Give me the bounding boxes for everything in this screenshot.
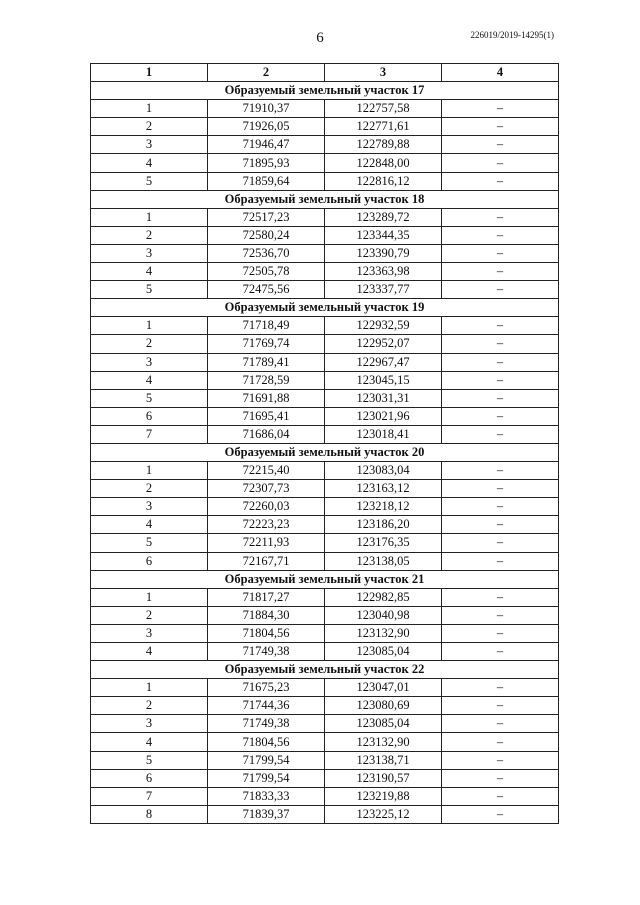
table-row — [91, 805, 559, 823]
dash-cell: – — [442, 100, 559, 118]
dash-cell: – — [442, 534, 559, 552]
table-row — [91, 317, 559, 335]
point-number-cell: 4 — [91, 154, 208, 172]
table-row — [91, 462, 559, 480]
table-row — [91, 769, 559, 787]
dash-cell: – — [442, 353, 559, 371]
y-coordinate-cell: 123289,72 — [325, 208, 442, 226]
dash-cell: – — [442, 588, 559, 606]
x-coordinate-cell: 71744,36 — [208, 697, 325, 715]
dash-cell: – — [442, 643, 559, 661]
y-coordinate-cell: 123337,77 — [325, 281, 442, 299]
x-coordinate-cell: 72580,24 — [208, 226, 325, 244]
dash-cell: – — [442, 118, 559, 136]
x-coordinate-cell: 72517,23 — [208, 208, 325, 226]
table-row — [91, 154, 559, 172]
section-title: Образуемый земельный участок 22 — [91, 661, 559, 679]
x-coordinate-cell: 72260,03 — [208, 498, 325, 516]
table-row — [91, 407, 559, 425]
x-coordinate-cell: 72211,93 — [208, 534, 325, 552]
x-coordinate-cell: 72475,56 — [208, 281, 325, 299]
dash-cell: – — [442, 715, 559, 733]
dash-cell: – — [442, 697, 559, 715]
x-coordinate-cell: 71804,56 — [208, 624, 325, 642]
y-coordinate-cell: 123085,04 — [325, 715, 442, 733]
point-number-cell: 5 — [91, 281, 208, 299]
x-coordinate-cell: 71686,04 — [208, 425, 325, 443]
x-coordinate-cell: 71749,38 — [208, 643, 325, 661]
point-number-cell: 6 — [91, 407, 208, 425]
section-title: Образуемый земельный участок 17 — [91, 82, 559, 100]
section-header-row — [91, 661, 559, 679]
point-number-cell: 2 — [91, 697, 208, 715]
table-row — [91, 118, 559, 136]
point-number-cell: 2 — [91, 118, 208, 136]
dash-cell: – — [442, 136, 559, 154]
section-header-row — [91, 299, 559, 317]
dash-cell: – — [442, 389, 559, 407]
x-coordinate-cell: 71728,59 — [208, 371, 325, 389]
point-number-cell: 3 — [91, 715, 208, 733]
table-row — [91, 335, 559, 353]
x-coordinate-cell: 72223,23 — [208, 516, 325, 534]
dash-cell: – — [442, 371, 559, 389]
point-number-cell: 1 — [91, 462, 208, 480]
y-coordinate-cell: 122789,88 — [325, 136, 442, 154]
table-row — [91, 498, 559, 516]
point-number-cell: 1 — [91, 317, 208, 335]
point-number-cell: 6 — [91, 769, 208, 787]
dash-cell: – — [442, 208, 559, 226]
x-coordinate-cell: 72536,70 — [208, 244, 325, 262]
table-row — [91, 353, 559, 371]
dash-cell: – — [442, 679, 559, 697]
x-coordinate-cell: 71789,41 — [208, 353, 325, 371]
dash-cell: – — [442, 154, 559, 172]
table-row — [91, 244, 559, 262]
x-coordinate-cell: 71799,54 — [208, 769, 325, 787]
table-row — [91, 389, 559, 407]
section-title: Образуемый земельный участок 18 — [91, 190, 559, 208]
point-number-cell: 7 — [91, 787, 208, 805]
table-row — [91, 552, 559, 570]
point-number-cell: 5 — [91, 751, 208, 769]
column-header-1: 1 — [91, 64, 208, 82]
table-row — [91, 787, 559, 805]
table-row — [91, 226, 559, 244]
section-header-row — [91, 443, 559, 461]
table-row — [91, 751, 559, 769]
point-number-cell: 1 — [91, 588, 208, 606]
dash-cell: – — [442, 805, 559, 823]
point-number-cell: 3 — [91, 244, 208, 262]
table-row — [91, 588, 559, 606]
dash-cell: – — [442, 172, 559, 190]
x-coordinate-cell: 71675,23 — [208, 679, 325, 697]
x-coordinate-cell: 71804,56 — [208, 733, 325, 751]
y-coordinate-cell: 123047,01 — [325, 679, 442, 697]
point-number-cell: 5 — [91, 389, 208, 407]
table-row — [91, 172, 559, 190]
section-title: Образуемый земельный участок 19 — [91, 299, 559, 317]
y-coordinate-cell: 123040,98 — [325, 606, 442, 624]
x-coordinate-cell: 72215,40 — [208, 462, 325, 480]
table-row — [91, 136, 559, 154]
x-coordinate-cell: 72307,73 — [208, 480, 325, 498]
table-row — [91, 100, 559, 118]
table-row — [91, 263, 559, 281]
point-number-cell: 4 — [91, 263, 208, 281]
y-coordinate-cell: 123018,41 — [325, 425, 442, 443]
point-number-cell: 8 — [91, 805, 208, 823]
x-coordinate-cell: 71799,54 — [208, 751, 325, 769]
y-coordinate-cell: 123225,12 — [325, 805, 442, 823]
table-row — [91, 281, 559, 299]
point-number-cell: 1 — [91, 100, 208, 118]
section-header-row — [91, 82, 559, 100]
y-coordinate-cell: 123390,79 — [325, 244, 442, 262]
table-row — [91, 679, 559, 697]
x-coordinate-cell: 71859,64 — [208, 172, 325, 190]
y-coordinate-cell: 123132,90 — [325, 733, 442, 751]
dash-cell: – — [442, 498, 559, 516]
x-coordinate-cell: 71839,37 — [208, 805, 325, 823]
y-coordinate-cell: 122982,85 — [325, 588, 442, 606]
table-row — [91, 208, 559, 226]
x-coordinate-cell: 72505,78 — [208, 263, 325, 281]
x-coordinate-cell: 71895,93 — [208, 154, 325, 172]
y-coordinate-cell: 123080,69 — [325, 697, 442, 715]
table-header-row — [91, 64, 559, 82]
x-coordinate-cell: 71817,27 — [208, 588, 325, 606]
y-coordinate-cell: 122932,59 — [325, 317, 442, 335]
y-coordinate-cell: 123045,15 — [325, 371, 442, 389]
table-row — [91, 715, 559, 733]
table-row — [91, 697, 559, 715]
section-title: Образуемый земельный участок 20 — [91, 443, 559, 461]
point-number-cell: 3 — [91, 498, 208, 516]
column-header-2: 2 — [208, 64, 325, 82]
point-number-cell: 7 — [91, 425, 208, 443]
y-coordinate-cell: 122952,07 — [325, 335, 442, 353]
y-coordinate-cell: 122757,58 — [325, 100, 442, 118]
y-coordinate-cell: 123186,20 — [325, 516, 442, 534]
table-row — [91, 643, 559, 661]
section-header-row — [91, 570, 559, 588]
section-title: Образуемый земельный участок 21 — [91, 570, 559, 588]
dash-cell: – — [442, 462, 559, 480]
point-number-cell: 3 — [91, 353, 208, 371]
table-row — [91, 371, 559, 389]
table-row — [91, 534, 559, 552]
x-coordinate-cell: 71695,41 — [208, 407, 325, 425]
dash-cell: – — [442, 751, 559, 769]
dash-cell: – — [442, 787, 559, 805]
x-coordinate-cell: 71884,30 — [208, 606, 325, 624]
point-number-cell: 1 — [91, 679, 208, 697]
y-coordinate-cell: 122848,00 — [325, 154, 442, 172]
point-number-cell: 1 — [91, 208, 208, 226]
x-coordinate-cell: 71946,47 — [208, 136, 325, 154]
y-coordinate-cell: 123138,71 — [325, 751, 442, 769]
y-coordinate-cell: 123363,98 — [325, 263, 442, 281]
y-coordinate-cell: 123176,35 — [325, 534, 442, 552]
y-coordinate-cell: 123190,57 — [325, 769, 442, 787]
dash-cell: – — [442, 263, 559, 281]
table-body — [91, 82, 559, 824]
y-coordinate-cell: 123163,12 — [325, 480, 442, 498]
y-coordinate-cell: 123031,31 — [325, 389, 442, 407]
point-number-cell: 2 — [91, 226, 208, 244]
y-coordinate-cell: 122816,12 — [325, 172, 442, 190]
x-coordinate-cell: 71691,88 — [208, 389, 325, 407]
table-row — [91, 480, 559, 498]
x-coordinate-cell: 71749,38 — [208, 715, 325, 733]
y-coordinate-cell: 123021,96 — [325, 407, 442, 425]
dash-cell: – — [442, 425, 559, 443]
point-number-cell: 6 — [91, 552, 208, 570]
point-number-cell: 2 — [91, 335, 208, 353]
point-number-cell: 5 — [91, 172, 208, 190]
dash-cell: – — [442, 606, 559, 624]
y-coordinate-cell: 123344,35 — [325, 226, 442, 244]
point-number-cell: 3 — [91, 624, 208, 642]
table-row — [91, 733, 559, 751]
document-id: 226019/2019-14295(1) — [470, 30, 554, 40]
y-coordinate-cell: 123132,90 — [325, 624, 442, 642]
dash-cell: – — [442, 317, 559, 335]
y-coordinate-cell: 123219,88 — [325, 787, 442, 805]
point-number-cell: 4 — [91, 643, 208, 661]
coordinates-table — [90, 63, 559, 824]
y-coordinate-cell: 122967,47 — [325, 353, 442, 371]
dash-cell: – — [442, 624, 559, 642]
point-number-cell: 3 — [91, 136, 208, 154]
dash-cell: – — [442, 552, 559, 570]
x-coordinate-cell: 71769,74 — [208, 335, 325, 353]
x-coordinate-cell: 71718,49 — [208, 317, 325, 335]
section-header-row — [91, 190, 559, 208]
dash-cell: – — [442, 244, 559, 262]
table-row — [91, 425, 559, 443]
x-coordinate-cell: 71910,37 — [208, 100, 325, 118]
x-coordinate-cell: 71926,05 — [208, 118, 325, 136]
table-row — [91, 624, 559, 642]
x-coordinate-cell: 72167,71 — [208, 552, 325, 570]
point-number-cell: 5 — [91, 534, 208, 552]
column-header-4: 4 — [442, 64, 559, 82]
dash-cell: – — [442, 733, 559, 751]
y-coordinate-cell: 123218,12 — [325, 498, 442, 516]
x-coordinate-cell: 71833,33 — [208, 787, 325, 805]
y-coordinate-cell: 123083,04 — [325, 462, 442, 480]
point-number-cell: 4 — [91, 733, 208, 751]
y-coordinate-cell: 123138,05 — [325, 552, 442, 570]
point-number-cell: 2 — [91, 480, 208, 498]
dash-cell: – — [442, 281, 559, 299]
dash-cell: – — [442, 769, 559, 787]
dash-cell: – — [442, 516, 559, 534]
page-number: 6 — [316, 30, 324, 46]
table-row — [91, 516, 559, 534]
table-row — [91, 606, 559, 624]
point-number-cell: 2 — [91, 606, 208, 624]
point-number-cell: 4 — [91, 371, 208, 389]
y-coordinate-cell: 122771,61 — [325, 118, 442, 136]
point-number-cell: 4 — [91, 516, 208, 534]
dash-cell: – — [442, 480, 559, 498]
dash-cell: – — [442, 335, 559, 353]
dash-cell: – — [442, 407, 559, 425]
y-coordinate-cell: 123085,04 — [325, 643, 442, 661]
dash-cell: – — [442, 226, 559, 244]
column-header-3: 3 — [325, 64, 442, 82]
